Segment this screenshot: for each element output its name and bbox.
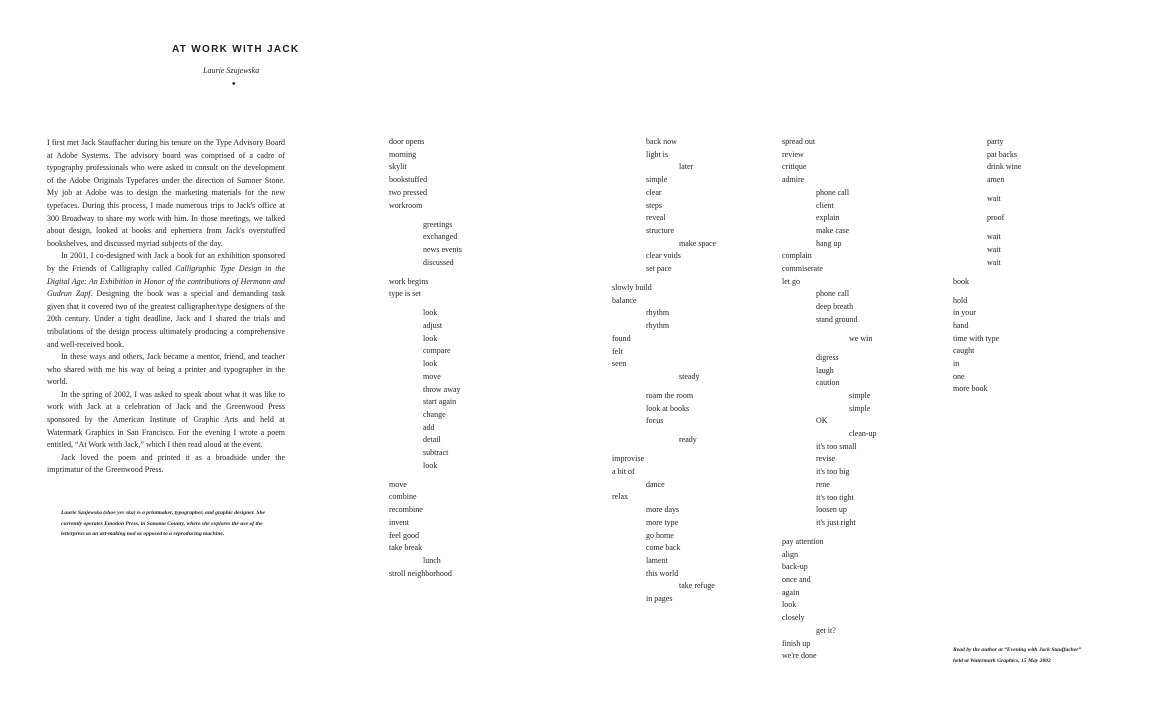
page-title: AT WORK WITH JACK [172,44,300,55]
poem-line: door opens [389,137,425,146]
poem-line: morning [389,149,417,159]
poem-line: hand [953,320,969,330]
poem-line: lament [646,555,668,565]
poem-line: digress [816,352,839,362]
poem-line: amen [987,175,1005,185]
poem-line: compare [423,346,451,356]
poem-line: commiserate [782,264,823,273]
poem-line: slowly build [612,283,652,292]
poem-line: subtract [423,448,449,457]
colophon-line-2: held at Watermark Graphics, 15 May 2002 [953,657,1051,664]
paragraph-2-end: Designing the book was a special and demanding task given that it covered two of the greatest calligrapher/type designers of the 20th century. Under a tight deadline, Jack and I shared the trials and tribulations of the design process ultimately producing a comprehensive and well-received book. [47,289,285,349]
poem-line: closely [782,613,805,623]
poem-line: proof [987,213,1005,223]
poem-line: more book [953,384,988,394]
poem-line: get it? [816,625,836,635]
poem-line: one [953,371,965,381]
poem-line: look [423,460,438,470]
poem-line: clean-up [849,429,877,438]
poem-line: news events [423,244,462,254]
poem-line: balance [612,295,637,305]
poem-line: align [782,549,798,559]
poem-line: relax [612,492,628,502]
poem-line: we win [849,333,873,343]
poem-line: take refuge [679,581,715,591]
poem-line: skylit [389,162,407,172]
poem-line: more type [646,517,679,527]
colophon-line-1: Read by the author at “Evening with Jack Stauffacher” [953,647,1082,653]
poem-line: combine [389,492,417,502]
poem-line: once and [782,575,811,584]
poem-line: focus [646,416,664,426]
poem-line: stroll neighborhood [389,568,452,578]
poem-line: clear [646,187,662,197]
poem-line: loosen up [816,505,847,515]
poem-line: feel good [389,530,419,540]
poem-line: detail [423,435,441,445]
poem-line: rhythm [646,321,670,331]
poem-line: revise [816,454,836,464]
poem-line: found [612,333,631,343]
poem-line: wait [987,232,1001,242]
poem-line: book [953,276,969,286]
poem-line: pay attention [782,536,824,546]
paragraph-2 [47,250,285,351]
poem-line: take break [389,543,423,553]
poem-line: critique [782,162,807,172]
poem-line: in [953,359,960,368]
poem-line: look [423,359,438,369]
poem-line: let go [782,276,800,286]
poem-line: type is set [389,289,421,299]
poem-line: phone call [816,289,850,299]
poem-line: finish up [782,638,811,648]
poem-line: simple [646,175,668,185]
poem-line: work begins [389,276,429,286]
author-byline: Laurie Szujewska [203,66,260,75]
poem-line: felt [612,346,623,356]
poem-line: it's too small [816,441,857,451]
poem-line: a bit of [612,467,635,476]
poem-line: hold [953,295,968,305]
poem-line: look [782,600,797,610]
ornament-dot: • [232,79,236,90]
poem-line: look [423,308,438,318]
poem-line: look at books [646,403,690,413]
poem-line: go home [646,530,674,540]
paragraph-1: I first met Jack Stauffacher during his tenure on the Type Advisory Board at Adobe Systems. The advisory board was comprised of a cadre of typography professionals who were asked to consult on the development of the Adobe Originals Typefaces under the direction of Sumner Stone. My job at Adobe was to design the marketing materials for the new typefaces. During this process, I made numerous trips to Jack's office at 300 Broadway to share my work with him. In those meetings, we talked about design, looked at books and ephemera from Jack's overstuffed bookshelves, and discussed myriad subjects of the day. [47,138,285,248]
poem-line: steady [679,371,700,381]
poem-line: we're done [782,651,817,661]
book-title: Calligraphic Type Design in the Digital Age: An Exhibition in Honor of the contributions of Hermann and Gudrun Zapf. [47,263,285,299]
poem-line: explain [816,213,840,223]
poem-line: caution [816,378,840,388]
poem-line: reveal [646,213,666,223]
poem-line: hang up [816,238,842,248]
poem-line: rene [816,479,830,489]
poem-line: in your [953,308,976,318]
poem-line: this world [646,568,679,578]
poem-line: drink wine [987,162,1022,172]
poem-line: seen [612,359,627,369]
poem-line: set pace [646,264,672,273]
poem-line: adjust [423,321,443,330]
poem-line: make space [679,238,717,248]
poem-line: wait [987,244,1001,254]
poem-line: look [423,333,438,343]
author-bio: Laurie Szujewska (shoe yev ska) is a printmaker, typographer, and graphic designer. She currently operates Emotion Press, in Sonoma County, where she explores the use of the letterpress as an art-making tool as opposed to a reproducing machine. [61,510,266,537]
poem-line: rhythm [646,308,670,318]
poem-line: light is [646,149,669,159]
poem-line: caught [953,346,975,356]
poem-line: improvise [612,454,644,464]
poem-line: workroom [389,200,423,210]
poem-line: structure [646,225,674,235]
poem-line: move [389,479,407,489]
poem-line: laugh [816,365,834,375]
poem-line: come back [646,543,681,553]
poem-line: discussed [423,257,454,267]
poem-line: lunch [423,555,441,565]
poem-line: wait [987,194,1001,204]
colophon [953,645,1113,666]
poem-line: in pages [646,594,673,603]
poem-line: greetings [423,219,453,229]
poem-line: deep breath [816,302,854,312]
poem-line: throw away [423,384,461,394]
poem-line: steps [646,200,662,210]
poem-line: clear voids [646,251,681,261]
poem-line: simple [849,390,871,400]
poem-line: it's just right [816,517,856,527]
poem-line: it's too tight [816,492,854,502]
poem-line: party [987,137,1004,146]
poem-line: time with type [953,333,1000,343]
poem-line: two pressed [389,187,427,197]
paragraph-4: In the spring of 2002, I was asked to speak about what it was like to work with Jack at a celebration of Jack and the Greenwood Press sponsored by the American Institute of Graphic Arts and held at Watermark Graphics in San Francisco. For the evening I wrote a poem entitled, “At Work with Jack,” which I then read aloud at the event. [47,389,285,450]
poem-line: bookstuffed [389,175,428,185]
poem-line: dance [646,479,665,489]
paragraph-3: In these ways and others, Jack became a mentor, friend, and teacher who shared with me his way of being a printer and typographer in the world. [47,352,285,387]
poem-line: client [816,200,834,210]
poem-line: move [423,371,441,381]
intro-text [47,137,285,477]
poem-line: change [423,409,446,419]
poem-line: add [423,422,435,432]
poem-line: wait [987,257,1001,267]
poem-line: pat backs [987,149,1017,159]
poem-line: back-up [782,562,808,572]
poem-line: roam the room [646,390,694,400]
poem-line: more days [646,505,680,515]
paragraph-5: Jack loved the poem and printed it as a broadside under the imprimatur of the Greenwood Press. [47,452,285,475]
poem-line: simple [849,403,871,413]
poem-line: ready [679,435,697,445]
poem-line: again [782,587,800,597]
poem-line: recombine [389,505,423,515]
poem-line: later [679,162,694,172]
poem-line: review [782,149,804,159]
poem-line: complain [782,251,812,261]
poem-line: phone call [816,187,850,197]
poem-line: it's too big [816,467,850,477]
poem-line: spread out [782,137,816,146]
poem-line: OK [816,416,828,426]
paragraph-2-start: In 2001, I co-designed with Jack a book for an exhibition sponsored by the Friends of Calligraphy called [47,251,285,273]
poem-line: start again [423,397,457,407]
poem-line: stand ground [816,314,858,324]
poem-line: make case [816,225,850,235]
poem-line: admire [782,175,805,185]
poem-line: exchanged [423,232,458,242]
poem-line: invent [389,517,409,527]
poem-line: back now [646,137,677,146]
